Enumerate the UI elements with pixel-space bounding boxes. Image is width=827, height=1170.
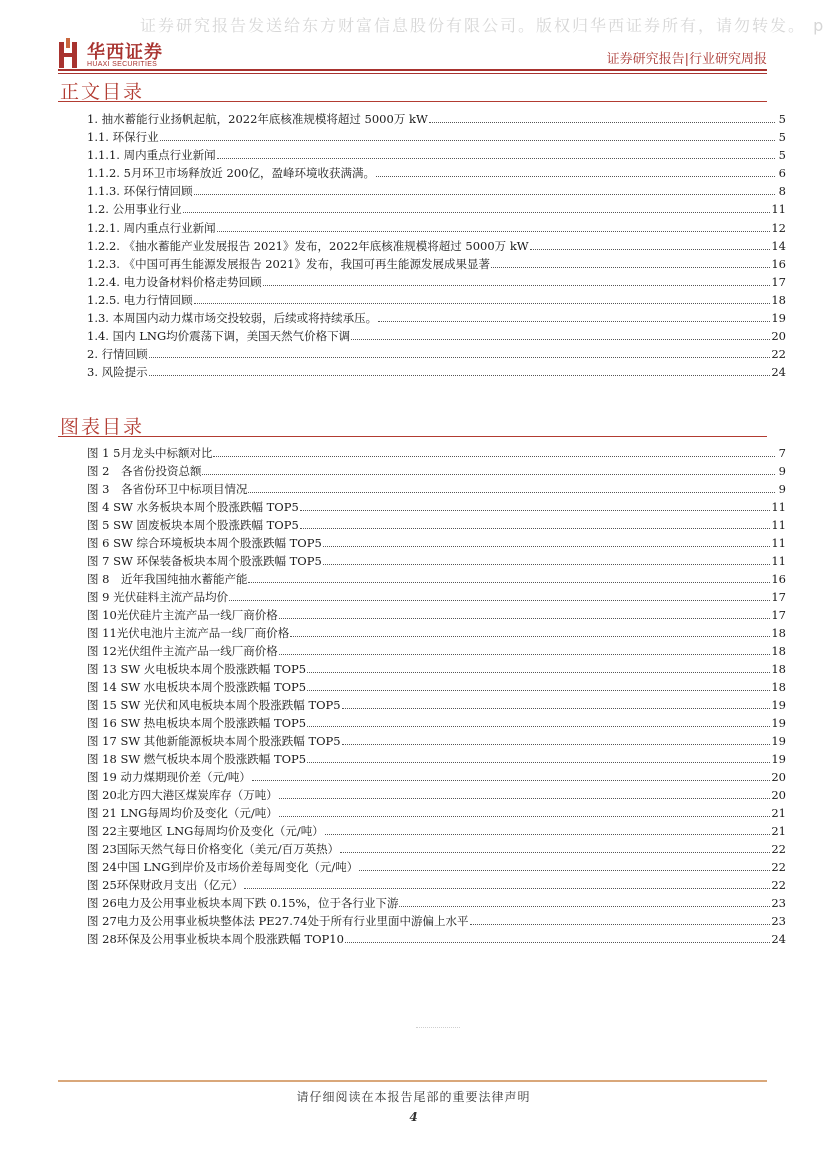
toc-entry-label: 1.1.2. 5月环卫市场释放近 200亿，盈峰环境收获满满。 [87, 166, 375, 181]
figure-entry-label: 图 2 各省份投资总额 [87, 464, 202, 478]
figure-entry-page-number: 11 [771, 500, 786, 514]
figure-entry-label: 图 11光伏电池片主流产品一线厂商价格 [87, 626, 290, 640]
figure-entry[interactable] [87, 696, 786, 714]
toc-entry[interactable] [87, 255, 786, 273]
figure-entry-page-number: 22 [771, 842, 786, 856]
dot-leader [399, 906, 770, 907]
figure-entry-page-number: 18 [771, 626, 786, 640]
figure-entry-page-number: 19 [771, 734, 786, 748]
figure-entry-page-number: 19 [771, 752, 786, 766]
dot-leader [378, 321, 770, 322]
dot-leader [325, 834, 771, 835]
figure-list [87, 444, 786, 948]
toc-entry-page-number: 16 [771, 256, 786, 271]
toc-entry-label: 1.2.3. 《中国可再生能源发展报告 2021》发布，我国可再生能源发展成果显著 [87, 256, 490, 271]
report-category: 证券研究报告|行业研究周报 [606, 52, 767, 67]
toc-entry-label: 1.1.1. 周内重点行业新闻 [87, 148, 216, 163]
figure-entry[interactable] [87, 786, 786, 804]
toc-entry-page-number: 19 [771, 311, 786, 326]
toc-list [87, 110, 786, 381]
figure-entry-page-number: 11 [771, 554, 786, 568]
figure-entry[interactable] [87, 876, 786, 894]
figure-entry-page-number: 20 [771, 788, 786, 802]
dot-leader [429, 122, 775, 123]
dot-leader [248, 582, 770, 583]
dot-leader [345, 942, 770, 943]
figure-entry-page-number: 7 [778, 446, 786, 460]
figure-entry[interactable] [87, 714, 786, 732]
figure-entry-page-number: 22 [771, 860, 786, 874]
figure-entry[interactable] [87, 570, 786, 588]
footer-divider [58, 1080, 767, 1082]
dot-leader [307, 690, 770, 691]
dot-leader [149, 357, 771, 358]
dot-leader [160, 140, 775, 141]
header-divider [58, 69, 767, 71]
toc-entry-page-number: 17 [771, 274, 786, 289]
figure-entry-page-number: 22 [771, 878, 786, 892]
figure-entry[interactable] [87, 894, 786, 912]
figures-title-underline [58, 436, 767, 437]
figure-entry[interactable] [87, 822, 786, 840]
figure-entry[interactable] [87, 732, 786, 750]
toc-entry-page-number: 22 [771, 347, 786, 362]
dot-leader [244, 888, 770, 889]
toc-entry-label: 1.1.3. 环保行情回顾 [87, 184, 193, 199]
figure-entry-label: 图 27电力及公用事业板块整体法 PE27.74处于所有行业里面中游偏上水平 [87, 914, 469, 928]
figure-entry[interactable] [87, 930, 786, 948]
dot-leader [290, 636, 770, 637]
figure-entry-label: 图 23国际天然气每日价格变化（美元/百万英热） [87, 842, 340, 856]
toc-entry[interactable] [87, 309, 786, 327]
dot-leader [491, 267, 770, 268]
toc-entry-label: 1.2. 公用事业行业 [87, 202, 182, 217]
figure-entry-label: 图 24中国 LNG到岸价及市场价差每周变化（元/吨） [87, 860, 359, 874]
figure-entry-label: 图 21 LNG每周均价及变化（元/吨） [87, 806, 278, 820]
figure-entry[interactable] [87, 858, 786, 876]
page-mark [416, 1027, 460, 1028]
figure-entry-label: 图 25环保财政月支出（亿元） [87, 878, 244, 892]
dot-leader [307, 726, 770, 727]
header-divider-thin [58, 73, 767, 74]
figure-entry-label: 图 18 SW 燃气板块本周个股涨跌幅 TOP5 [87, 752, 307, 766]
toc-entry-page-number: 5 [778, 148, 786, 163]
dot-leader [279, 618, 771, 619]
figure-entry-page-number: 21 [771, 824, 786, 838]
dot-leader [248, 492, 775, 493]
toc-entry[interactable] [87, 219, 786, 237]
figure-entry-label: 图 19 动力煤期现价差（元/吨） [87, 770, 251, 784]
dot-leader [202, 474, 775, 475]
toc-entry[interactable] [87, 273, 786, 291]
figure-entry-label: 图 14 SW 水电板块本周个股涨跌幅 TOP5 [87, 680, 307, 694]
toc-section-title: 正文目录 [60, 81, 145, 103]
toc-entry-page-number: 20 [771, 329, 786, 344]
toc-entry-label: 1.3. 本周国内动力煤市场交投较弱，后续或将持续承压。 [87, 311, 378, 326]
figure-entry[interactable] [87, 588, 786, 606]
figure-entry-label: 图 20北方四大港区煤炭库存（万吨） [87, 788, 278, 802]
page-number: 4 [409, 1110, 418, 1124]
figure-entry[interactable] [87, 768, 786, 786]
toc-entry[interactable] [87, 182, 786, 200]
toc-entry-page-number: 11 [771, 202, 786, 217]
dot-leader [213, 456, 775, 457]
figure-entry-label: 图 4 SW 水务板块本周个股涨跌幅 TOP5 [87, 500, 299, 514]
dot-leader [307, 762, 770, 763]
toc-entry-page-number: 12 [771, 220, 786, 235]
figure-entry-label: 图 15 SW 光伏和风电板块本周个股涨跌幅 TOP5 [87, 698, 341, 712]
figure-entry-label: 图 3 各省份环卫中标项目情况 [87, 482, 248, 496]
figure-entry[interactable] [87, 660, 786, 678]
figure-entry-page-number: 18 [771, 644, 786, 658]
toc-entry[interactable] [87, 200, 786, 218]
figure-entry[interactable] [87, 534, 786, 552]
toc-entry[interactable] [87, 237, 786, 255]
figure-entry[interactable] [87, 552, 786, 570]
figure-entry[interactable] [87, 624, 786, 642]
logo-english-name: HUAXI SECURITIES [87, 61, 158, 68]
figure-entry-page-number: 18 [771, 680, 786, 694]
dot-leader [194, 303, 771, 304]
figure-entry-page-number: 24 [771, 932, 786, 946]
figure-entry[interactable] [87, 912, 786, 930]
toc-entry-label: 3. 风险提示 [87, 365, 148, 380]
figure-entry-page-number: 17 [771, 608, 786, 622]
toc-entry[interactable] [87, 327, 786, 345]
figure-entry-page-number: 23 [771, 914, 786, 928]
toc-entry-page-number: 14 [771, 238, 786, 253]
figure-entry-page-number: 20 [771, 770, 786, 784]
figure-entry-page-number: 23 [771, 896, 786, 910]
figure-entry-page-number: 17 [771, 590, 786, 604]
dot-leader [342, 744, 771, 745]
dot-leader [323, 546, 771, 547]
figure-entry-label: 图 12光伏组件主流产品一线厂商价格 [87, 644, 278, 658]
figure-entry[interactable] [87, 480, 786, 498]
dot-leader [194, 194, 775, 195]
toc-entry[interactable] [87, 363, 786, 381]
logo-chinese-name: 华西证券 [87, 42, 163, 63]
figure-entry-label: 图 17 SW 其他新能源板块本周个股涨跌幅 TOP5 [87, 734, 341, 748]
dot-leader [263, 285, 771, 286]
dot-leader [252, 780, 771, 781]
figure-entry[interactable] [87, 804, 786, 822]
figure-entry[interactable] [87, 606, 786, 624]
figure-entry-label: 图 9 光伏硅料主流产品均价 [87, 590, 229, 604]
legal-notice: 请仔细阅读在本报告尾部的重要法律声明 [296, 1090, 531, 1104]
figure-entry-label: 图 5 SW 固废板块本周个股涨跌幅 TOP5 [87, 518, 299, 532]
figures-section-title: 图表目录 [60, 416, 145, 438]
figure-entry[interactable] [87, 678, 786, 696]
toc-title-underline [58, 101, 767, 102]
toc-entry-label: 1.2.5. 电力行情回顾 [87, 292, 193, 307]
figure-entry-label: 图 16 SW 热电板块本周个股涨跌幅 TOP5 [87, 716, 307, 730]
figure-entry-label: 图 6 SW 综合环境板块本周个股涨跌幅 TOP5 [87, 536, 322, 550]
figure-entry[interactable] [87, 750, 786, 768]
figure-entry-page-number: 16 [771, 572, 786, 586]
figure-entry[interactable] [87, 498, 786, 516]
figure-entry[interactable] [87, 642, 786, 660]
dot-leader [340, 852, 770, 853]
toc-entry[interactable] [87, 128, 786, 146]
toc-entry-page-number: 5 [778, 130, 786, 145]
logo-mark-icon [58, 38, 80, 70]
dot-leader [359, 870, 770, 871]
dot-leader [300, 510, 771, 511]
figure-entry-page-number: 19 [771, 716, 786, 730]
toc-entry-page-number: 5 [778, 112, 786, 126]
figure-entry-label: 图 10光伏硅片主流产品一线厂商价格 [87, 608, 278, 622]
dot-leader [530, 249, 771, 250]
toc-entry[interactable] [87, 164, 786, 182]
toc-entry[interactable] [87, 146, 786, 164]
watermark-text: 证券研究报告发送给东方财富信息股份有限公司。版权归华西证券所有，请勿转发。 p [140, 16, 826, 35]
dot-leader [342, 708, 771, 709]
toc-entry-page-number: 24 [771, 365, 786, 380]
toc-entry-label: 1.2.2. 《抽水蓄能产业发展报告 2021》发布，2022年底核准规模将超过 5000万 kW [87, 238, 529, 253]
dot-leader [300, 528, 771, 529]
dot-leader [351, 339, 770, 340]
toc-entry-page-number: 18 [771, 292, 786, 307]
figure-entry-page-number: 19 [771, 698, 786, 712]
dot-leader [470, 924, 771, 925]
dot-leader [323, 564, 771, 565]
figure-entry-page-number: 11 [771, 518, 786, 532]
dot-leader [149, 375, 771, 376]
figure-entry-label: 图 7 SW 环保装备板块本周个股涨跌幅 TOP5 [87, 554, 322, 568]
toc-entry-page-number: 6 [778, 166, 786, 181]
figure-entry-page-number: 9 [778, 464, 786, 478]
dot-leader [217, 231, 771, 232]
toc-entry-label: 1.1. 环保行业 [87, 130, 159, 145]
figure-entry-label: 图 1 5月龙头中标额对比 [87, 446, 213, 460]
toc-entry-label: 1.4. 国内 LNG均价震荡下调，美国天然气价格下调 [87, 329, 351, 344]
toc-entry-label: 1. 抽水蓄能行业扬帆起航，2022年底核准规模将超过 5000万 kW [87, 112, 428, 126]
figure-entry-label: 图 22主要地区 LNG每周均价及变化（元/吨） [87, 824, 324, 838]
dot-leader [279, 816, 771, 817]
figure-entry-label: 图 8 近年我国纯抽水蓄能产能 [87, 572, 248, 586]
toc-entry-label: 1.2.1. 周内重点行业新闻 [87, 220, 216, 235]
toc-entry[interactable] [87, 345, 786, 363]
dot-leader [376, 176, 775, 177]
figure-entry[interactable] [87, 462, 786, 480]
dot-leader [279, 798, 771, 799]
figure-entry-label: 图 26电力及公用事业板块本周下跌 0.15%，位于各行业下游 [87, 896, 399, 910]
toc-entry-label: 2. 行情回顾 [87, 347, 148, 362]
toc-entry-page-number: 8 [778, 184, 786, 199]
dot-leader [183, 212, 771, 213]
figure-entry-page-number: 9 [778, 482, 786, 496]
toc-entry[interactable] [87, 110, 786, 128]
dot-leader [307, 672, 770, 673]
figure-entry-page-number: 21 [771, 806, 786, 820]
figure-entry-label: 图 13 SW 火电板块本周个股涨跌幅 TOP5 [87, 662, 307, 676]
figure-entry[interactable] [87, 840, 786, 858]
figure-entry[interactable] [87, 444, 786, 462]
toc-entry[interactable] [87, 291, 786, 309]
figure-entry-label: 图 28环保及公用事业板块本周个股涨跌幅 TOP10 [87, 932, 344, 946]
toc-entry-label: 1.2.4. 电力设备材料价格走势回顾 [87, 274, 262, 289]
dot-leader [279, 654, 771, 655]
dot-leader [217, 158, 775, 159]
dot-leader [229, 600, 770, 601]
figure-entry-page-number: 11 [771, 536, 786, 550]
figure-entry-page-number: 18 [771, 662, 786, 676]
figure-entry[interactable] [87, 516, 786, 534]
